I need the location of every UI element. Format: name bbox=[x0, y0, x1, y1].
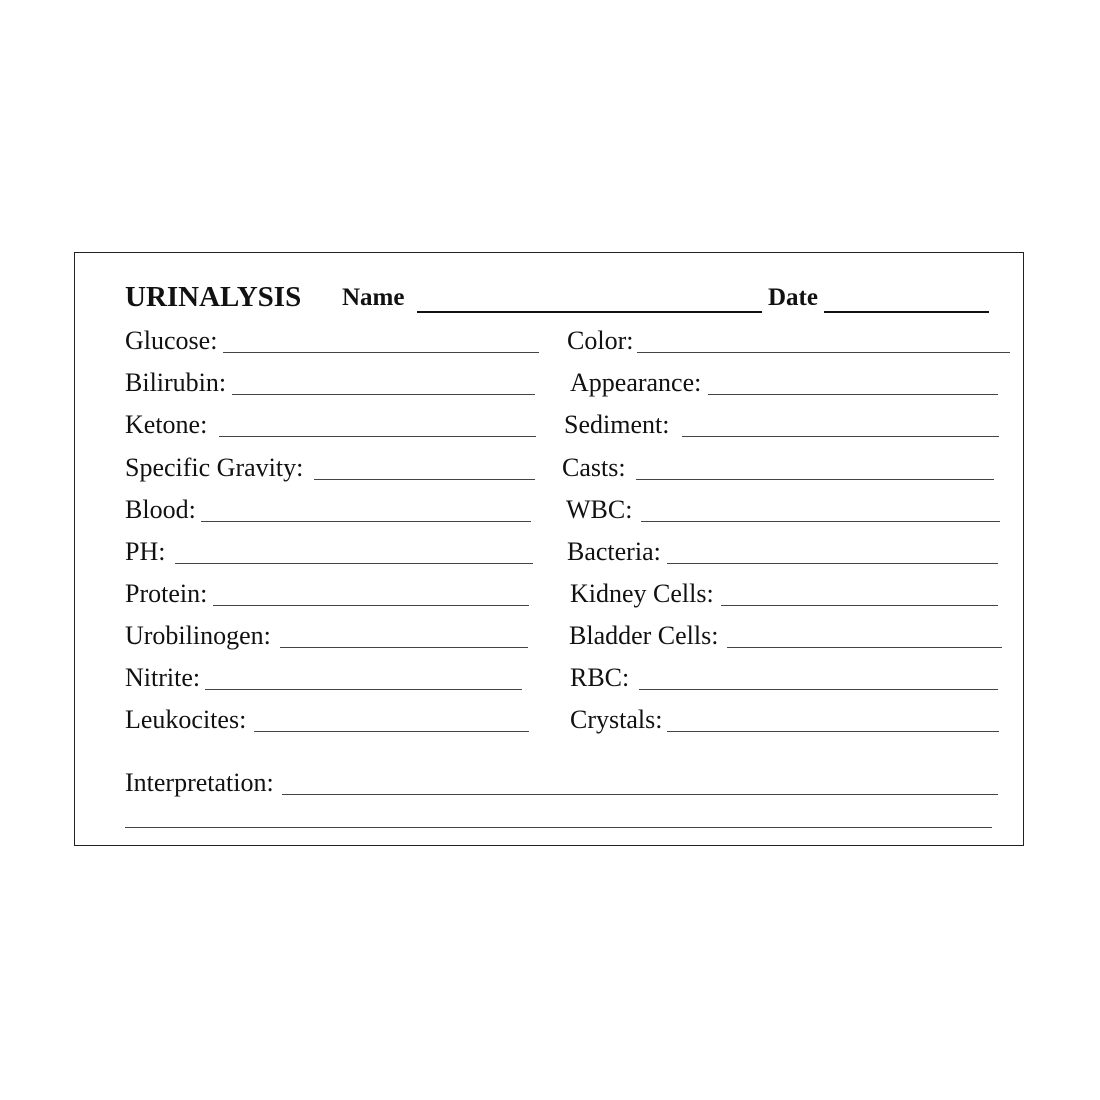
field-label: Sediment: bbox=[564, 410, 670, 439]
field-label: Casts: bbox=[562, 453, 626, 482]
sediment-input[interactable] bbox=[682, 436, 999, 437]
field-label: Kidney Cells: bbox=[570, 579, 714, 608]
field-label: Color: bbox=[567, 326, 634, 355]
protein-input[interactable] bbox=[213, 605, 529, 606]
name-field[interactable] bbox=[417, 311, 762, 313]
urobilinogen-input[interactable] bbox=[280, 647, 528, 648]
crystals-input[interactable] bbox=[667, 731, 999, 732]
nitrite-input[interactable] bbox=[205, 689, 522, 690]
field-label: Blood: bbox=[125, 495, 196, 524]
bladder-cells-input[interactable] bbox=[727, 647, 1002, 648]
ph-input[interactable] bbox=[175, 563, 533, 564]
field-label: Crystals: bbox=[570, 705, 663, 734]
bacteria-input[interactable] bbox=[667, 563, 998, 564]
date-field[interactable] bbox=[824, 311, 989, 313]
field-label: WBC: bbox=[566, 495, 633, 524]
field-label: PH: bbox=[125, 537, 166, 566]
field-label: Leukocites: bbox=[125, 705, 247, 734]
date-label: Date bbox=[768, 284, 818, 311]
interpretation-input-line-1[interactable] bbox=[282, 794, 998, 795]
field-label: Ketone: bbox=[125, 410, 208, 439]
casts-input[interactable] bbox=[636, 479, 994, 480]
rbc-input[interactable] bbox=[639, 689, 998, 690]
field-label: Glucose: bbox=[125, 326, 218, 355]
bilirubin-input[interactable] bbox=[232, 394, 535, 395]
leukocites-input[interactable] bbox=[254, 731, 529, 732]
ketone-input[interactable] bbox=[219, 436, 536, 437]
color-input[interactable] bbox=[637, 352, 1010, 353]
field-label: Protein: bbox=[125, 579, 208, 608]
interpretation-label: Interpretation: bbox=[125, 768, 274, 797]
wbc-input[interactable] bbox=[641, 521, 1000, 522]
glucose-input[interactable] bbox=[223, 352, 539, 353]
field-label: Bladder Cells: bbox=[569, 621, 719, 650]
field-label: Appearance: bbox=[570, 368, 702, 397]
name-label: Name bbox=[342, 284, 405, 311]
form-title: URINALYSIS bbox=[125, 281, 302, 313]
interpretation-input-line-2[interactable] bbox=[125, 827, 992, 828]
kidney-cells-input[interactable] bbox=[721, 605, 998, 606]
appearance-input[interactable] bbox=[708, 394, 998, 395]
field-label: Urobilinogen: bbox=[125, 621, 271, 650]
field-label: RBC: bbox=[570, 663, 630, 692]
blood-input[interactable] bbox=[201, 521, 531, 522]
urinalysis-card bbox=[74, 252, 1024, 846]
specific-gravity-input[interactable] bbox=[314, 479, 535, 480]
field-label: Specific Gravity: bbox=[125, 453, 304, 482]
field-label: Nitrite: bbox=[125, 663, 201, 692]
field-label: Bilirubin: bbox=[125, 368, 227, 397]
field-label: Bacteria: bbox=[567, 537, 661, 566]
